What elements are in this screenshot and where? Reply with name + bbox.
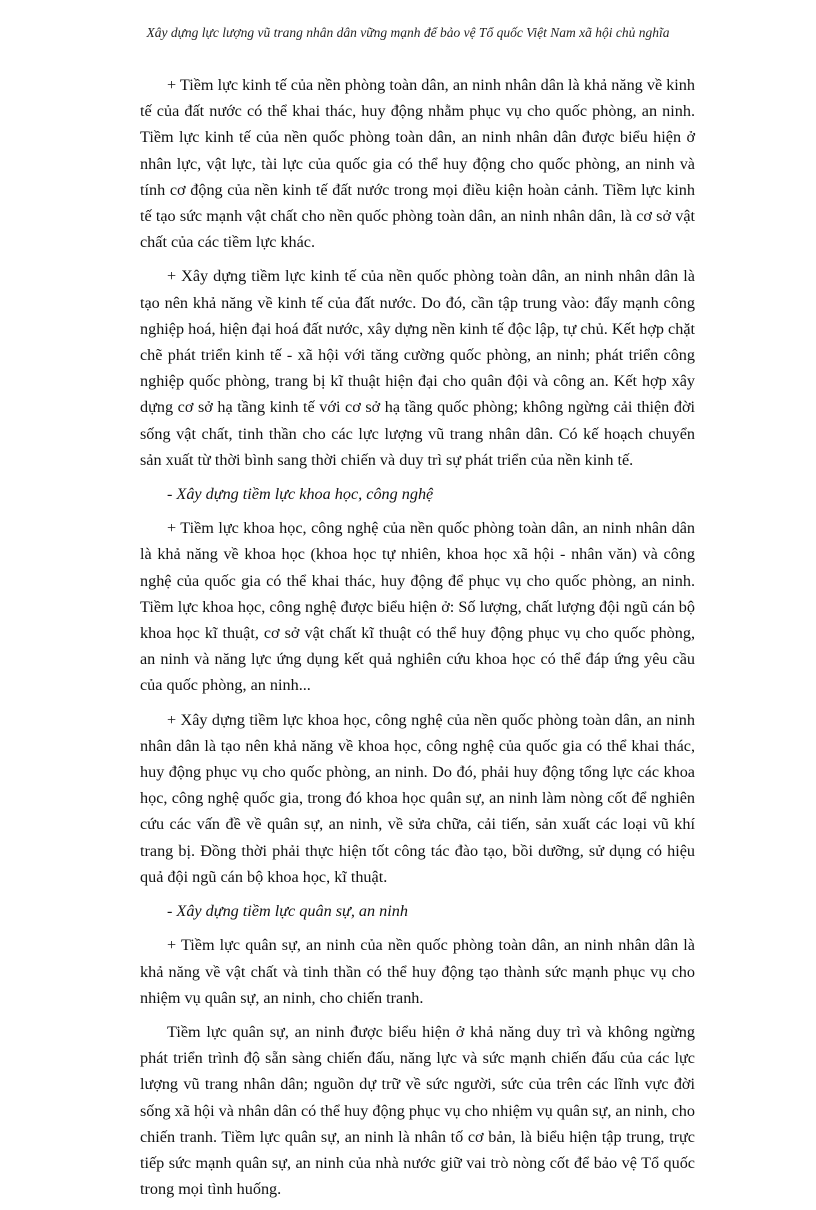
paragraph-economic-potential-definition: + Tiềm lực kinh tế của nền phòng toàn dân, an ninh nhân dân là khả năng về kinh tế của đất nước có thể khai thác, huy động nhằm phục vụ cho quốc phòng, an ninh. Tiềm lực kinh tế của nền quốc phòng toàn dân, an ninh nhân dân được biểu hiện ở nhân lực, vật lực, tài lực của quốc gia có thể huy động cho quốc phòng, an ninh và tính cơ động của nền kinh tế đất nước trong mọi điều kiện hoàn cảnh. Tiềm lực kinh tế tạo sức mạnh vật chất cho nền quốc phòng toàn dân, an ninh nhân dân, là cơ sở vật chất của các tiềm lực khác. [140, 76, 695, 252]
paragraph-science-potential-definition: + Tiềm lực khoa học, công nghệ của nền quốc phòng toàn dân, an ninh nhân dân là khả năng về khoa học (khoa học tự nhiên, khoa học xã hội - nhân văn) và công nghệ của quốc gia có thể khai thác, huy động để phục vụ cho quốc phòng, an ninh. Tiềm lực khoa học, công nghệ được biểu hiện ở: Số lượng, chất lượng đội ngũ cán bộ khoa học kĩ thuật, cơ sở vật chất kĩ thuật có thể huy động phục vụ cho quốc phòng, an ninh và năng lực ứng dụng kết quả nghiên cứu khoa học có thể đáp ứng yêu cầu của quốc phòng, an ninh... [140, 519, 695, 695]
page-body [140, 72, 695, 1210]
subheading-military-security: - Xây dựng tiềm lực quân sự, an ninh [167, 902, 408, 921]
paragraph-military-potential-definition: + Tiềm lực quân sự, an ninh của nền quốc phòng toàn dân, an ninh nhân dân là khả năng về vật chất và tinh thần có thể huy động tạo thành sức mạnh phục vụ cho nhiệm vụ quân sự, an ninh, cho chiến tranh. [140, 936, 695, 1007]
running-header: Xây dựng lực lượng vũ trang nhân dân vững mạnh để bảo vệ Tổ quốc Việt Nam xã hội chủ nghĩa [146, 25, 670, 40]
paragraph-military-potential-expression: Tiềm lực quân sự, an ninh được biểu hiện ở khả năng duy trì và không ngừng phát triển trình độ sẵn sàng chiến đấu, năng lực và sức mạnh chiến đấu của các lực lượng vũ trang nhân dân; nguồn dự trữ về sức người, sức của trên các lĩnh vực đời sống xã hội và nhân dân có thể huy động phục vụ cho nhiệm vụ quân sự, an ninh, cho chiến tranh. Tiềm lực quân sự, an ninh là nhân tố cơ bản, là biểu hiện tập trung, trực tiếp sức mạnh quân sự, an ninh của nhà nước giữ vai trò nòng cốt để bảo vệ Tổ quốc trong mọi tình huống. [140, 1022, 695, 1199]
paragraph-science-potential-building: + Xây dựng tiềm lực khoa học, công nghệ của nền quốc phòng toàn dân, an ninh nhân dân là tạo nên khả năng về khoa học, công nghệ của quốc gia có thể khai thác, huy động phục vụ cho quốc phòng, an ninh. Do đó, phải huy động tổng lực các khoa học, công nghệ quốc gia, trong đó khoa học quân sự, an ninh làm nòng cốt để nghiên cứu các vấn đề về quân sự, an ninh, về sửa chữa, cải tiến, sản xuất các loại vũ khí trang bị. Đồng thời phải thực hiện tốt công tác đào tạo, bồi dưỡng, sử dụng có hiệu quả đội ngũ cán bộ khoa học, kĩ thuật. [140, 710, 695, 886]
subheading-science-technology: - Xây dựng tiềm lực khoa học, công nghệ [167, 485, 434, 504]
paragraph-economic-potential-building: + Xây dựng tiềm lực kinh tế của nền quốc phòng toàn dân, an ninh nhân dân là tạo nên khả năng về kinh tế của đất nước. Do đó, cần tập trung vào: đẩy mạnh công nghiệp hoá, hiện đại hoá đất nước, xây dựng nền kinh tế độc lập, tự chủ. Kết hợp chặt chẽ phát triển kinh tế - xã hội với tăng cường quốc phòng, an ninh; phát triển công nghiệp quốc phòng, trang bị kĩ thuật hiện đại cho quân đội và công an. Kết hợp xây dựng cơ sở hạ tầng kinh tế với cơ sở hạ tầng quốc phòng; không ngừng cải thiện đời sống vật chất, tinh thần cho các lực lượng vũ trang nhân dân. Có kế hoạch chuyển sản xuất từ thời bình sang thời chiến và duy trì sự phát triển của nền kinh tế. [140, 267, 695, 469]
